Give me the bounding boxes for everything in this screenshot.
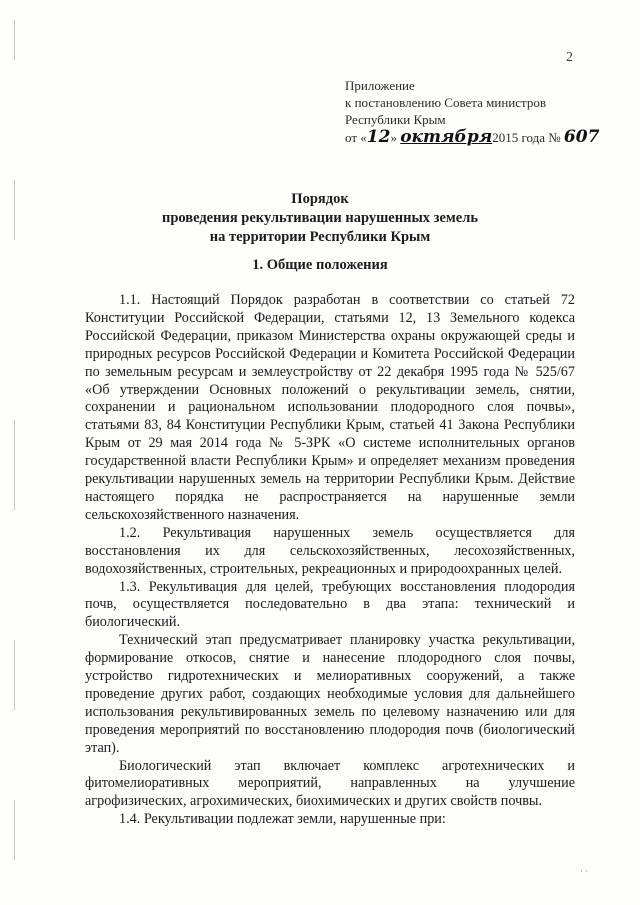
date-year: 2015 года № <box>492 130 561 145</box>
paragraph: 1.1. Настоящий Порядок разработан в соответствии со статьей 72 Конституции Российской Федерации, статьями 12, 13 Земельного кодекса Российской Федерации, приказом Министерства охраны окружающей среды и природных ресурсов Российской Федерации и Комитета Российской Федерации по земельным ресурсам и землеустройству от 22 декабря 1995 года № 525/67 «Об утверждении Основных положений о рекультивации земель, снятии, сохранении и рациональном использовании плодородного слоя почвы», статьями 83, 84 Конституции Республики Крым, статьей 41 Закона Республики Крым от 29 мая 2014 года № 5-ЗРК «О системе исполнительных органов государственной власти Республики Крым» и определяет механизм проведения рекультивации нарушенных земель на территории Республики Крым. Действие настоящего порядка не распространяется на нарушенные земли сельскохозяйственного назначения. <box>85 292 575 523</box>
date-prefix: от « <box>345 130 367 145</box>
page-number: 2 <box>566 50 573 65</box>
title-line-2: проведения рекультивации нарушенных земель <box>161 210 479 226</box>
approval-date-line <box>345 129 615 146</box>
section-heading: 1. Общие положения <box>252 257 388 273</box>
scan-edge-mark <box>14 420 15 510</box>
approval-republic-label: Республики Крым <box>345 112 446 127</box>
approval-appendix-label: Приложение <box>345 78 415 93</box>
paragraph: 1.4. Рекультивации подлежат земли, нарушенные при: <box>119 811 446 828</box>
paragraph: 1.3. Рекультивация для целей, требующих восстановления плодородия почв, осуществляется последовательно в два этапа: технический и биологический. <box>85 578 575 631</box>
handwritten-month: октября <box>400 127 493 147</box>
title-line-3: на территории Республики Крым <box>209 229 431 245</box>
approval-block <box>345 77 615 146</box>
date-mid: » <box>390 130 397 145</box>
approval-resolution-label: к постановлению Совета министров <box>345 95 546 110</box>
scan-edge-mark <box>14 180 15 240</box>
handwritten-doc-number: 607 <box>563 127 600 147</box>
document-title <box>100 190 540 247</box>
paragraph: Технический этап предусматривает планировку участка рекультивации, формирование откосов, снятие и нанесение плодородного слоя почвы, устройство гидротехнических и мелиоративных сооружений, а также проведение других работ, создающих необходимые условия для дальнейшего использования рекультивированных земель по целевому назначению или для проведения мероприятий по восстановлению плодородия почв (биологический этап). <box>85 632 575 756</box>
handwritten-day: 12 <box>366 127 391 147</box>
document-body <box>85 292 575 829</box>
scan-edge-mark <box>14 800 15 860</box>
paragraph: 1.2. Рекультивация нарушенных земель осуществляется для восстановления их для сельскохозяйственных, лесохозяйственных, водохозяйственных, строительных, рекреационных и природоохранных целей. <box>85 524 575 577</box>
title-line-1: Порядок <box>291 191 349 207</box>
paragraph: Биологический этап включает комплекс агротехнических и фитомелиоративных мероприятий, направленных на улучшение агрофизических, агрохимических, биохимических и других свойств почвы. <box>85 757 575 810</box>
scan-specks: · · <box>580 866 589 876</box>
scan-edge-mark <box>14 640 15 710</box>
scan-edge-mark <box>14 20 15 60</box>
